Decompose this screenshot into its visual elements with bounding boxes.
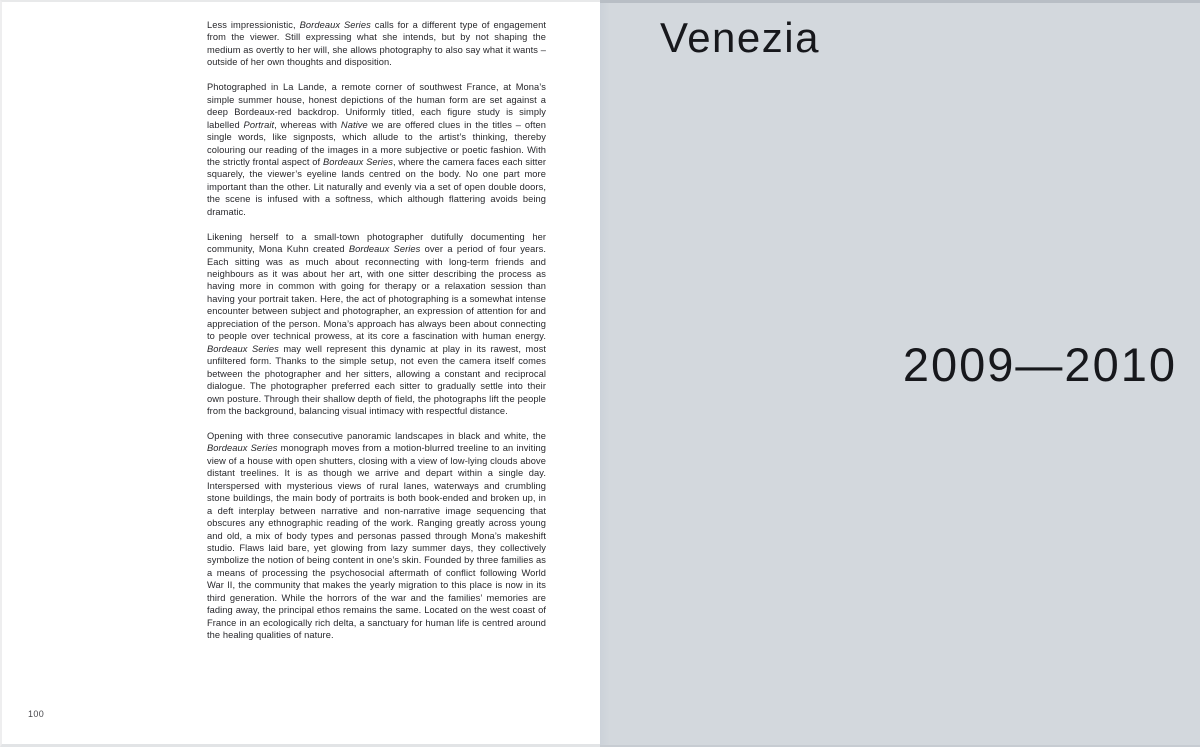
chapter-title: Venezia <box>660 14 820 61</box>
page-number: 100 <box>28 709 45 719</box>
body-paragraph: Opening with three consecutive panoramic landscapes in black and white, the Bordeaux Series monograph moves from a motion-blurred treeline to an inviting view of a house with open shutters, closing with a view of low-lying clouds above distant treelines. It is as though we arrive and depart within a single day. Interspersed with mysterious views of rural lanes, waterways and crumbling stone buildings, the main body of portraits is both book-ended and broken up, in a deft interplay between narrative and non-narrative image sequencing that obscures any ethnographic reading of the work. Ranging greatly across young and old, a mix of body types and personas passed through Mona’s makeshift studio. Flaws laid bare, yet glowing from lazy summer days, they collectively symbolize the notion of being content in one’s skin. Founded by three families as a means of processing the psychosocial aftermath of conflict following World War II, the community that makes the yearly migration to this place is now in its third generation. While the horrors of the war and the families’ memories are fading away, the principal ethos remains the same. Located on the west coast of France in an ecologically rich delta, a sanctuary for human life is centred around the healing qualities of nature. <box>207 430 546 641</box>
right-page <box>600 0 1200 747</box>
body-paragraph: Photographed in La Lande, a remote corner of southwest France, at Mona’s simple summer house, honest depictions of the human form are set against a deep Bordeaux-red backdrop. Uniformly titled, each figure study is simply labelled Portrait, whereas with Native we are offered clues in the titles – often single words, like signposts, which allude to the artist’s thinking, thereby colouring our reading of the images in a more subjective or poetic fashion. With the strictly frontal aspect of Bordeaux Series, where the camera faces each sitter squarely, the viewer’s eyeline lands centred on the body. No one part more important than the other. Lit naturally and evenly via a set of open double doors, the scene is infused with a softness, which although flattering avoids being dramatic. <box>207 82 547 217</box>
chapter-years: 2009—2010 <box>902 338 1177 391</box>
essay-text <box>207 19 546 642</box>
body-paragraph: Less impressionistic, Bordeaux Series calls for a different type of engagement from the viewer. Still expressing what she intends, but by not shaping the medium as overtly to her will, she allows photography to also say what it wants – outside of her own thoughts and disposition. <box>207 20 547 68</box>
body-paragraph: Likening herself to a small-town photographer dutifully documenting her community, Mona Kuhn created Bordeaux Series over a period of four years. Each sitting was as much about reconnecting with long-term friends and neighbours as it was about her art, with one sitter describing the process as having more in common with going for therapy or a relaxation session than having your portrait taken. Here, the act of photographing is a somewhat intense encounter between subject and photographer, an expression of attention for and appreciation of the person. Mona’s approach has always been about connecting to people over technical prowess, at its core a fascination with human energy. Bordeaux Series may well represent this dynamic at play in its rawest, most unfiltered form. Thanks to the simple setup, not even the camera itself comes between the photographer and her sitters, allowing a constant and reciprocal dialogue. The photographer preferred each sitter to gradually settle into their own posture. Through their shallow depth of field, the photographs lift the people from the background, balancing visual intimacy with respectful distance. <box>207 231 546 417</box>
